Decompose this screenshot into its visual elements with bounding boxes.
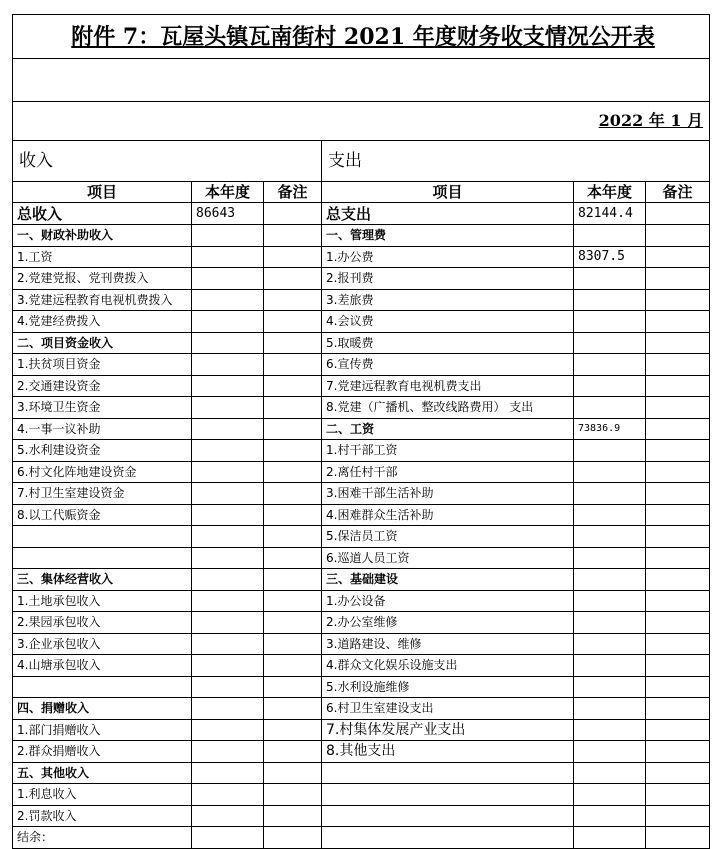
table-row (13, 289, 710, 311)
expense-value-cell (574, 698, 646, 720)
expense-col-note: 备注 (646, 182, 710, 203)
income-item-cell: 5.水利建设资金 (13, 440, 192, 462)
expense-note-cell (646, 375, 710, 397)
expense-value-cell (574, 612, 646, 634)
expense-note-cell (646, 655, 710, 677)
income-value-cell (192, 698, 264, 720)
expense-note-cell (646, 547, 710, 569)
expense-value-cell (574, 504, 646, 526)
column-header-row (13, 182, 710, 203)
income-value-cell (192, 762, 264, 784)
income-value-cell (192, 612, 264, 634)
income-item-cell: 1.土地承包收入 (13, 590, 192, 612)
expense-value-cell (574, 483, 646, 505)
expense-item-cell: 1.村干部工资 (322, 440, 574, 462)
table-row (13, 246, 710, 268)
expense-note-cell (646, 741, 710, 763)
income-value-cell (192, 590, 264, 612)
income-value-cell (192, 246, 264, 268)
expense-note-cell (646, 633, 710, 655)
income-value-cell (192, 547, 264, 569)
expense-note-cell (646, 805, 710, 827)
income-item-cell: 五、其他收入 (13, 762, 192, 784)
income-note-cell (264, 311, 322, 333)
expense-value-cell (574, 655, 646, 677)
income-item-cell: 2.罚款收入 (13, 805, 192, 827)
income-item-cell: 4.党建经费拨入 (13, 311, 192, 333)
expense-note-cell (646, 719, 710, 741)
page-title: 附件 7：瓦屋头镇瓦南街村 2021 年度财务收支情况公开表 (13, 15, 710, 59)
table-row (13, 590, 710, 612)
income-item-cell: 1.工资 (13, 246, 192, 268)
income-note-cell (264, 268, 322, 290)
income-item-cell: 7.村卫生室建设资金 (13, 483, 192, 505)
income-value-cell (192, 741, 264, 763)
income-note-cell (264, 461, 322, 483)
expense-note-cell (646, 483, 710, 505)
income-item-cell: 4.山塘承包收入 (13, 655, 192, 677)
table-row (13, 612, 710, 634)
expense-item-cell: 4.困难群众生活补助 (322, 504, 574, 526)
income-note-cell (264, 676, 322, 698)
expense-value-cell (574, 289, 646, 311)
table-row (13, 483, 710, 505)
income-note-cell (264, 375, 322, 397)
income-item-cell (13, 547, 192, 569)
expense-value-cell (574, 526, 646, 548)
income-item-cell: 4.一事一议补助 (13, 418, 192, 440)
income-heading: 收入 (13, 141, 322, 182)
expense-item-cell: 5.保洁员工资 (322, 526, 574, 548)
expense-item-cell (322, 784, 574, 806)
income-value-cell (192, 504, 264, 526)
expense-item-cell: 6.巡道人员工资 (322, 547, 574, 569)
expense-item-cell: 3.差旅费 (322, 289, 574, 311)
expense-value-cell (574, 676, 646, 698)
income-item-cell: 四、捐赠收入 (13, 698, 192, 720)
table-row (13, 418, 710, 440)
expense-item-cell: 5.取暖费 (322, 332, 574, 354)
expense-value-cell (574, 784, 646, 806)
expense-value-cell (574, 225, 646, 247)
expense-total-note (646, 203, 710, 225)
table-row (13, 461, 710, 483)
expense-value-cell (574, 569, 646, 591)
income-total-note (264, 203, 322, 225)
income-value-cell (192, 633, 264, 655)
income-item-cell (13, 676, 192, 698)
table-row (13, 397, 710, 419)
expense-value-cell (574, 805, 646, 827)
income-item-cell: 二、项目资金收入 (13, 332, 192, 354)
expense-heading: 支出 (322, 141, 710, 182)
income-item-cell: 8.以工代赈资金 (13, 504, 192, 526)
table-row (13, 698, 710, 720)
income-note-cell (264, 590, 322, 612)
expense-value-cell (574, 461, 646, 483)
income-note-cell (264, 547, 322, 569)
expense-note-cell (646, 612, 710, 634)
income-note-cell (264, 332, 322, 354)
expense-value-cell (574, 590, 646, 612)
income-col-note: 备注 (264, 182, 322, 203)
expense-note-cell (646, 504, 710, 526)
expense-item-cell (322, 762, 574, 784)
income-note-cell (264, 440, 322, 462)
income-value-cell (192, 461, 264, 483)
table-row (13, 332, 710, 354)
blank-cell (13, 59, 710, 102)
table-row (13, 354, 710, 376)
income-note-cell (264, 805, 322, 827)
income-value-cell (192, 375, 264, 397)
income-note-cell (264, 397, 322, 419)
expense-item-cell: 2.办公室维修 (322, 612, 574, 634)
expense-total-label: 总支出 (322, 203, 574, 225)
expense-item-cell: 1.办公费 (322, 246, 574, 268)
income-value-cell (192, 311, 264, 333)
finance-sheet (12, 14, 709, 849)
income-note-cell (264, 784, 322, 806)
expense-value-cell (574, 440, 646, 462)
expense-item-cell: 3.困难干部生活补助 (322, 483, 574, 505)
income-value-cell (192, 526, 264, 548)
expense-note-cell (646, 440, 710, 462)
income-item-cell: 结余： (13, 827, 192, 849)
income-item-cell: 2.果园承包收入 (13, 612, 192, 634)
table-row (13, 676, 710, 698)
expense-value-cell: 8307.5 (574, 246, 646, 268)
expense-value-cell (574, 332, 646, 354)
expense-note-cell (646, 354, 710, 376)
income-col-item: 项目 (13, 182, 192, 203)
table-row (13, 375, 710, 397)
expense-note-cell (646, 332, 710, 354)
table-row (13, 784, 710, 806)
income-value-cell (192, 354, 264, 376)
expense-value-cell (574, 719, 646, 741)
income-value-cell (192, 418, 264, 440)
expense-note-cell (646, 311, 710, 333)
income-value-cell (192, 483, 264, 505)
expense-note-cell (646, 225, 710, 247)
income-item-cell: 1.扶贫项目资金 (13, 354, 192, 376)
income-note-cell (264, 655, 322, 677)
income-note-cell (264, 289, 322, 311)
expense-value-cell (574, 762, 646, 784)
income-value-cell (192, 225, 264, 247)
expense-value-cell: 73836.9 (574, 418, 646, 440)
table-row (13, 440, 710, 462)
expense-value-cell (574, 741, 646, 763)
income-item-cell: 三、集体经营收入 (13, 569, 192, 591)
income-value-cell (192, 784, 264, 806)
expense-item-cell: 三、基础建设 (322, 569, 574, 591)
income-total-value: 86643 (192, 203, 264, 225)
table-row (13, 311, 710, 333)
income-item-cell: 2.群众捐赠收入 (13, 741, 192, 763)
expense-note-cell (646, 676, 710, 698)
expense-item-cell: 7.党建远程教育电视机费支出 (322, 375, 574, 397)
expense-item-cell: 2.离任村干部 (322, 461, 574, 483)
expense-item-cell (322, 805, 574, 827)
expense-item-cell: 5.水利设施维修 (322, 676, 574, 698)
income-note-cell (264, 633, 322, 655)
expense-note-cell (646, 289, 710, 311)
expense-note-cell (646, 569, 710, 591)
income-item-cell: 2.交通建设资金 (13, 375, 192, 397)
income-note-cell (264, 504, 322, 526)
income-note-cell (264, 762, 322, 784)
income-value-cell (192, 805, 264, 827)
income-note-cell (264, 354, 322, 376)
expense-note-cell (646, 698, 710, 720)
total-row (13, 203, 710, 225)
expense-value-cell (574, 633, 646, 655)
finance-table (12, 14, 710, 849)
income-item-cell: 3.环境卫生资金 (13, 397, 192, 419)
income-value-cell (192, 676, 264, 698)
expense-note-cell (646, 590, 710, 612)
expense-item-cell: 1.办公设备 (322, 590, 574, 612)
expense-item-cell: 4.会议费 (322, 311, 574, 333)
expense-col-year: 本年度 (574, 182, 646, 203)
expense-value-cell (574, 397, 646, 419)
income-value-cell (192, 289, 264, 311)
income-item-cell: 1.部门捐赠收入 (13, 719, 192, 741)
income-note-cell (264, 741, 322, 763)
expense-value-cell (574, 354, 646, 376)
expense-note-cell (646, 397, 710, 419)
table-row (13, 225, 710, 247)
expense-item-cell: 7.村集体发展产业支出 (322, 719, 574, 741)
expense-value-cell (574, 311, 646, 333)
income-item-cell: 2.党建党报、党刊费拨入 (13, 268, 192, 290)
expense-item-cell: 8.党建（广播机、整改线路费用） 支出 (322, 397, 574, 419)
report-date: 2022 年 1 月 (13, 102, 710, 141)
title-row (13, 15, 710, 59)
income-value-cell (192, 719, 264, 741)
expense-item-cell: 8.其他支出 (322, 741, 574, 763)
table-row (13, 805, 710, 827)
table-row (13, 762, 710, 784)
expense-value-cell (574, 268, 646, 290)
expense-item-cell: 6.宣传费 (322, 354, 574, 376)
expense-item-cell: 6.村卫生室建设支出 (322, 698, 574, 720)
expense-item-cell: 一、管理费 (322, 225, 574, 247)
income-note-cell (264, 612, 322, 634)
expense-note-cell (646, 526, 710, 548)
expense-note-cell (646, 246, 710, 268)
income-item-cell: 3.企业承包收入 (13, 633, 192, 655)
income-note-cell (264, 569, 322, 591)
income-value-cell (192, 397, 264, 419)
expense-note-cell (646, 268, 710, 290)
expense-col-item: 项目 (322, 182, 574, 203)
section-row (13, 141, 710, 182)
income-note-cell (264, 719, 322, 741)
income-value-cell (192, 569, 264, 591)
expense-item-cell: 4.群众文化娱乐设施支出 (322, 655, 574, 677)
income-item-cell: 1.利息收入 (13, 784, 192, 806)
income-note-cell (264, 483, 322, 505)
income-note-cell (264, 418, 322, 440)
expense-note-cell (646, 418, 710, 440)
table-row (13, 526, 710, 548)
income-value-cell (192, 268, 264, 290)
table-row (13, 719, 710, 741)
table-row (13, 741, 710, 763)
expense-note-cell (646, 461, 710, 483)
expense-value-cell (574, 547, 646, 569)
income-item-cell: 一、财政补助收入 (13, 225, 192, 247)
income-note-cell (264, 526, 322, 548)
table-row (13, 504, 710, 526)
expense-item-cell: 3.道路建设、维修 (322, 633, 574, 655)
income-note-cell (264, 246, 322, 268)
income-item-cell (13, 526, 192, 548)
table-row (13, 268, 710, 290)
income-value-cell (192, 440, 264, 462)
table-row (13, 655, 710, 677)
blank-row (13, 59, 710, 102)
expense-note-cell (646, 784, 710, 806)
income-note-cell (264, 698, 322, 720)
expense-note-cell (646, 762, 710, 784)
expense-item-cell: 二、工资 (322, 418, 574, 440)
date-row (13, 102, 710, 141)
income-note-cell (264, 225, 322, 247)
table-row (13, 569, 710, 591)
expense-item-cell: 2.报刊费 (322, 268, 574, 290)
table-row (13, 633, 710, 655)
expense-value-cell (574, 375, 646, 397)
table-row (13, 547, 710, 569)
income-value-cell (192, 332, 264, 354)
income-col-year: 本年度 (192, 182, 264, 203)
income-item-cell: 6.村文化阵地建设资金 (13, 461, 192, 483)
income-value-cell (192, 655, 264, 677)
expense-total-value: 82144.4 (574, 203, 646, 225)
income-total-label: 总收入 (13, 203, 192, 225)
income-item-cell: 3.党建远程教育电视机费拨入 (13, 289, 192, 311)
